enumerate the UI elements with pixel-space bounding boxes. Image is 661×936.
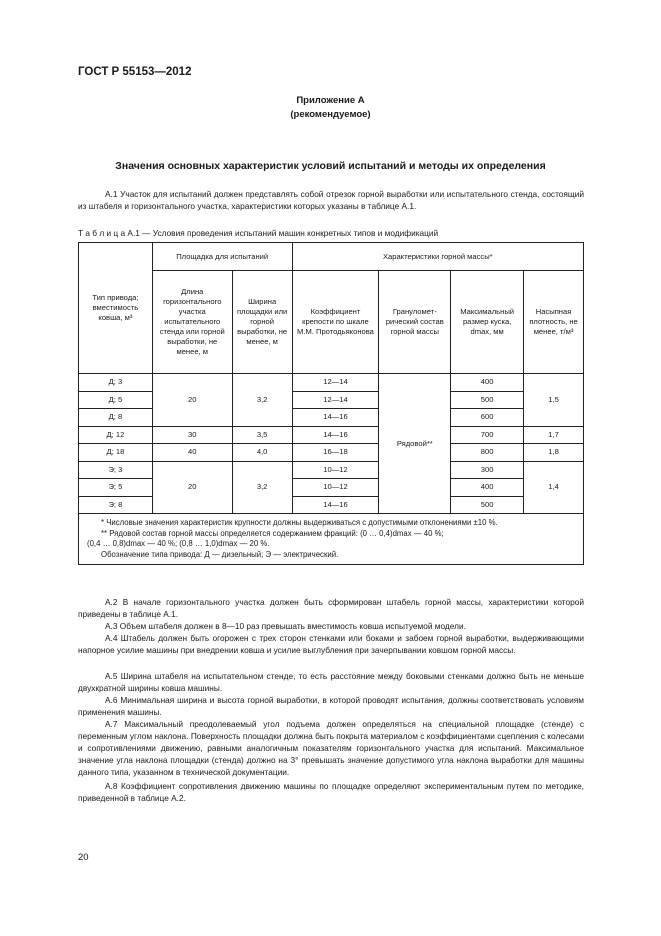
cell-density: 1,8 (524, 444, 584, 462)
cell-hardness: 10—12 (292, 479, 379, 497)
col-header-width: Ширина площадки или горной выработки, не менее, м (232, 271, 292, 374)
col-header-hardness: Коэффициент крепости по шкале М.М. Протодьяконова (292, 271, 379, 374)
cell-max-size: 300 (451, 461, 524, 479)
paragraph-a7: А.7 Максимальный преодолеваемый угол подъема должен определяться на специальной площадке (стенде) с переменным углом наклона. Поверхность площадки должна быть покрыта материалом с коэффициентами сцепления с колесами и сопротивлениями движению, равными аналогичным показателям горизонтального участка для испытаний. Максимальное значение угла наклона площадки (стенда) должно на 3° превышать значение допустимого угла наклона выработки для машины данного типа, указанном в технической документации. (78, 719, 584, 777)
cell-drive: Д; 18 (79, 444, 153, 462)
paragraph-a4: А.4 Штабель должен быть огорожен с трех сторон стенками или боками и забоем горной выработки, выдерживающими напорное усилие машины при внедрении ковша и усилие выглубления при зачерпывании ковшом горной массы. (78, 633, 584, 655)
note-3: Обозначение типа привода: Д — дизельный; Э — электрический. (101, 549, 339, 559)
cell-drive: Э; 3 (79, 461, 153, 479)
appendix-title: Приложение А (296, 95, 365, 106)
note-2a: ** Рядовой состав горной массы определяется содержанием фракций: (0 … 0,4)dmax — 40 %; (101, 528, 444, 538)
group-header-rock: Характеристики горной массы* (292, 243, 583, 271)
cell-max-size: 800 (451, 444, 524, 462)
conditions-table (78, 242, 584, 565)
cell-hardness: 14—16 (292, 496, 379, 514)
document-header: ГОСТ Р 55153—2012 (78, 66, 192, 78)
cell-hardness: 12—14 (292, 391, 379, 409)
cell-max-size: 500 (451, 496, 524, 514)
cell-granulometric: Рядовой** (379, 374, 451, 514)
cell-length: 40 (152, 444, 232, 462)
cell-drive: Д; 3 (79, 374, 153, 392)
group-header-platform: Площадка для испытаний (152, 243, 292, 271)
paragraph-a3: А.3 Объем штабеля должен в 8—10 раз превышать вместимость ковша испытуемой модели. (105, 621, 466, 631)
paragraph-a8: А.8 Коэффициент сопротивления движению машины по площадке определяют экспериментальным путем по методике, приведенной в таблице А.2. (78, 781, 584, 803)
appendix-status: (рекомендуемое) (290, 109, 371, 120)
cell-max-size: 700 (451, 426, 524, 444)
cell-length: 30 (152, 426, 232, 444)
cell-hardness: 16—18 (292, 444, 379, 462)
note-2b: (0,4 … 0,8)dmax — 40 %; (0,8 … 1,0)dmax — 20 %. (87, 539, 270, 548)
cell-hardness: 14—16 (292, 409, 379, 427)
cell-drive: Д; 5 (79, 391, 153, 409)
cell-width: 3,2 (232, 461, 292, 514)
col-header-length: Длина горизонтального участка испытательного стенда или горной выработки, не менее, м (152, 271, 232, 374)
cell-max-size: 500 (451, 391, 524, 409)
table-notes (79, 514, 584, 565)
cell-density: 1,7 (524, 426, 584, 444)
cell-max-size: 400 (451, 479, 524, 497)
col-header-max-size: Максимальный размер куска, dmax, мм (451, 271, 524, 374)
cell-hardness: 10—12 (292, 461, 379, 479)
cell-hardness: 12—14 (292, 374, 379, 392)
table-caption: Т а б л и ц а А.1 — Условия проведения испытаний машин конкретных типов и модификаций (78, 228, 439, 238)
cell-drive: Э; 5 (79, 479, 153, 497)
cell-max-size: 400 (451, 374, 524, 392)
col-header-granulometric: Грануломет-рический состав горной массы (379, 271, 451, 374)
table-row (79, 374, 584, 392)
paragraph-a2: А.2 В начале горизонтального участка должен быть сформирован штабель горной массы, характеристики которой приведены в таблице А.1. (78, 597, 584, 619)
cell-width: 4,0 (232, 444, 292, 462)
note-1: * Числовые значения характеристик крупности должны выдерживаться с допустимыми отклонениями ±10 %. (101, 518, 498, 527)
table-row (79, 444, 584, 462)
cell-length: 20 (152, 374, 232, 427)
cell-width: 3,2 (232, 374, 292, 427)
cell-drive: Д; 8 (79, 409, 153, 427)
cell-max-size: 600 (451, 409, 524, 427)
page-number: 20 (78, 852, 89, 863)
table-row (79, 426, 584, 444)
cell-density: 1,5 (524, 374, 584, 427)
cell-width: 3,5 (232, 426, 292, 444)
paragraph-a6: А.6 Минимальная ширина и высота горной выработки, в которой проводят испытания, должны соответствовать условиям применения машины. (78, 695, 584, 717)
col-header-density: Насыпная плотность, не менее, т/м³ (524, 271, 584, 374)
col-header-drive: Тип привода; вместимость ковша, м³ (79, 243, 153, 374)
cell-length: 20 (152, 461, 232, 514)
cell-drive: Э; 8 (79, 496, 153, 514)
cell-density: 1,4 (524, 461, 584, 514)
cell-drive: Д; 12 (79, 426, 153, 444)
section-title: Значения основных характеристик условий испытаний и методы их определения (115, 160, 546, 172)
paragraph-a5: А.5 Ширина штабеля на испытательном стенде, то есть расстояние между боковыми стенками должно быть не меньше двухкратной ширины ковша машины. (78, 671, 584, 693)
table-row (79, 461, 584, 479)
cell-hardness: 14—16 (292, 426, 379, 444)
paragraph-a1: А.1 Участок для испытаний должен представлять собой отрезок горной выработки или испытательного стенда, состоящий из штабеля и горизонтального участка, характеристики которых указаны в таблице А.1. (78, 189, 584, 211)
